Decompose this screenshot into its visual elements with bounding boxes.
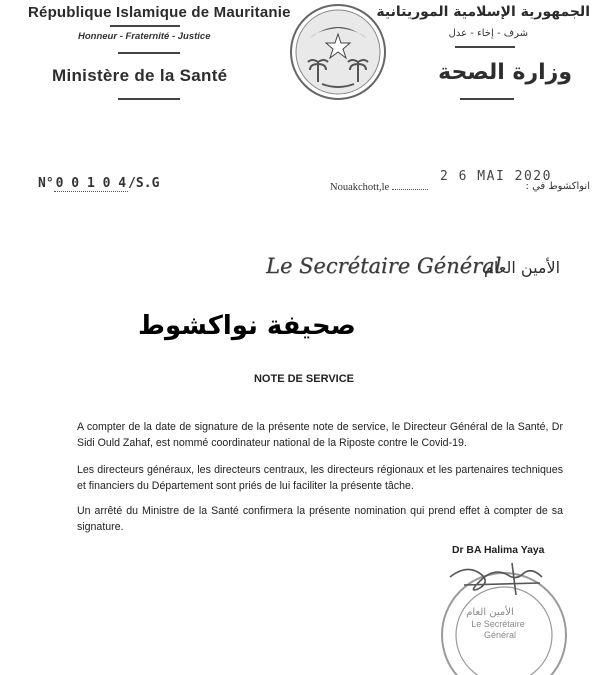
note-title: NOTE DE SERVICE (253, 373, 355, 385)
header-fr-rule-3 (118, 98, 180, 100)
header-ar-rule-2 (460, 98, 514, 100)
ar-date-label: انواكشوط في : (525, 181, 590, 192)
header-ar-ministry: وزارة الصحة (438, 60, 572, 85)
header-ar-title: الجمهورية الإسلامية الموريتانية (376, 4, 590, 20)
stamp-ar-label: الأمين العام (466, 607, 514, 618)
national-seal-emblem (288, 2, 388, 102)
sender-title-ar: الأمين العام (484, 258, 561, 277)
stamp-fr-line-2: Général (483, 630, 517, 640)
reference-value: 0 0 1 0 4 (55, 176, 127, 191)
date-stamp: 2 6 MAI 2020 (440, 169, 552, 184)
official-stamp-signature (420, 555, 580, 675)
header-ar-rule-1 (455, 46, 515, 48)
stamp-fr-line-1: Le Secrétaire (471, 619, 525, 629)
header-fr-title: République Islamique de Mauritanie (28, 4, 291, 21)
reference-prefix: N° (38, 176, 54, 191)
header-ar-motto: شرف - إخاء - عدل (448, 28, 528, 39)
sender-title-fr: Le Secrétaire Général (266, 254, 502, 278)
newspaper-watermark: صحيفة نواكشوط (138, 311, 356, 341)
header-fr-rule-1 (110, 25, 180, 27)
city-date-label (330, 182, 428, 193)
reference-number (38, 176, 159, 192)
header-fr-motto: Honneur - Fraternité - Justice (78, 31, 211, 42)
header-fr-ministry: Ministère de la Santé (52, 66, 228, 85)
header-fr-rule-2 (118, 52, 180, 54)
city-dotted-line (392, 189, 428, 190)
reference-suffix: /S.G (128, 176, 160, 191)
signer-name: Dr BA Halima Yaya (452, 545, 545, 556)
note-paragraph-2: Les directeurs généraux, les directeurs centraux, les directeurs régionaux et les partenaires techniques et financiers du Département sont priés de lui faciliter la présente tâche. (77, 464, 563, 492)
note-paragraph-1: A compter de la date de signature de la présente note de service, le Directeur Général de la Santé, Dr Sidi Ould Zahaf, est nommé coordinateur national de la Riposte contre le Covid-19. (77, 421, 563, 449)
note-paragraph-3: Un arrêté du Ministre de la Santé confirmera la présente nomination qui prend effet à compter de sa signature. (77, 505, 563, 533)
city-label: Nouakchott,le (330, 182, 390, 193)
